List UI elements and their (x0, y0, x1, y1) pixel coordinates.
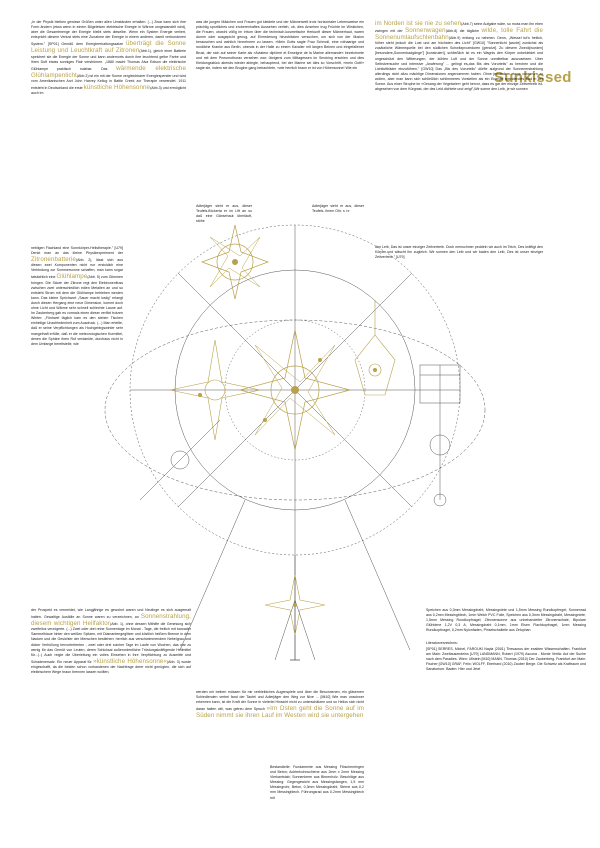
figure-ref: (Abb. 2) (75, 258, 92, 263)
body-text: entlang zu nehmen. Denn, „Wessel tut's freilich, höher steht jedoch die Lust und am höchsten des Licht" [GW10] "Sonnenlicht [wurde] zunächst als zusätzliche Wärmequelle bei den südlichen Schwitzprozeduren [genutzt]. Zu diesem Zweck[wurden] [besondere„Sonnenbadgänge"] [konstruiert], schließlich ist es ein Wagnis den Körper unbekleidet und ungeschützt den Witterungen, der kühlen Luft und der Sonne unmittelbar auszusetzen. Über Selbstversuche und intensive „Anaferung" ... gelingt es„das Bis des Vorurteils" zu brechen und die Lichtluftbäder einzuführen." [GW10] Das „Bis des Vorurteils" dürfte aufgrund der Sonnenerstrahlung allerdings nicht allzu mächtige Dimensionen angenommen haben. Ohne jemandem etwas vorwerfen zu wollen, aber man kann sich schließlich schlimmeres Vorstellen als ein Energie spendendes Bad in der Sonne. Aus einer Strophe im »Gesang der Vegetarier« geht hervor, dass es gar der einzige Zeitvertreib ist- abgesehen von dem Kürgrast, der des Leid dichtete und zeigt"„Wir sonne den Leib, je wir sonnen (375, 36, 543, 92)
figure-ref: (Abb. 3) (166, 659, 180, 664)
highlight-text: Sonnenwagen (405, 27, 446, 35)
highlight-text: Zitronenbatterie (31, 256, 76, 264)
figure-ref: (Abb.8) (445, 29, 458, 34)
figure-ref: (Abb.9) (448, 36, 461, 41)
figure-ref: (Abb. 5) (87, 275, 101, 280)
materials-text: Speichen aus 0,3mm Messingdraht, Messingniete und 1,5mm Messing Rundkopfregel; Sonnenrad aus 0,2mm Messingblech, 1mm Welch PVC Folie, Speichen aus 0,3mm Messingdraht, Messingniete, 1,5mm Messing Rundkopfnagel; Zitronensonne aus unbehandelter Zitronenschale, Bipolare Glühbirne 1,2V 0,3 A, Messingdraht 0,1mm, 1mm Elsen Flachkopfnagel, 1mm Messing Rundkopfnagel, 0,2mm Nylonfaden, Pinselschalteile aus Zelophan (426, 608, 586, 633)
body-text: seine Aufgabe wäre, so muss man ihn eben zwingen mit der (375, 22, 543, 34)
highlight-text: im Norden ist sie nie zu sehen (375, 20, 462, 27)
body-text: der Prospekt es vermeldet, wie Langjährige es gewohnt waren und Neulinge es sich ausgemalt hatten. Gewaltige Ausfälle an Sonne waren zu verzeichnen, an (31, 608, 191, 620)
body-text: wurde eingeschafft, da die beiden schon vorhandenen der Nachfrage derer nicht genügten, die sich auf elektrischem Wege braun brennen lassen wollten, (31, 659, 191, 675)
highlight-text: »Im Osten geht die Sonne auf im Süden nimmt sie ihren Lauf im Westen wird sie untergehen (196, 705, 365, 720)
body-text: „In der Physik bleiben gewisse Größen unter allen Umständen erhalten. (...) Zwar kann sich ihre Form ändern (etwa wenn in einem Bügeleisen elektrische Energie in Wärme umgewandelt wird), aber die Gesamtmenge der Energie bleibt stets dieselbe. Wenn ein System Energie verliert, entspricht diesem Verlust stets eine Zunahme der Energie in einem anderen, damit verbundenen System." [SP01] Gemäß dem Energieerhaltungssatze (31, 20, 186, 47)
figure-ref: (Abb.1) (139, 49, 152, 54)
body-text: und ermöglicht auch im (31, 86, 186, 96)
figure-ref: (Abb.7) (461, 22, 473, 26)
body-text: , lässt sich aus diesen zwei Komponenten nicht nur erstcidich eine Verbindung zur Sommersonne schaffen, man kann sogar tatsächlich eine (31, 258, 123, 280)
highlight-text: wilde, tolle Fahrt die Sonnenumlaufschlenbahn (375, 27, 543, 42)
materials-heading: Bestandteile: (270, 765, 291, 769)
body-text: Adlerjäger sieht er aus, dieser Teufels-flöckerta er im Lift an so daß eine Gänsehaut überläuft, stöhe (196, 204, 252, 224)
highlight-text: überträgt die Sonne Leistung und Leuchtkraft auf Zitronen (31, 40, 186, 55)
body-text: zum Glimmen bringen. Die Säure der Zitrone regt den Elektronenfluss zwischen zwei unterschiedlich edlen Metallen an und so entsteht Strom mit dem die Glühlampe betrieben werden kann. Das kleine Sprichwort „Sauer macht lustig" erlangt durch diesen Hergang eine neue Dimension, kommt doch ohne Licht und Wärme sehr schnell schlechte Laune auf. Im Zauberberg gab es vormals einen dieser verflixt trotzen Winter: „Fönhwel täglich kam es den sieben Tischen einheilige Unzufriedenheit zum Ausdruck. (...) Man erteilte, daß er seine Verpflichtungen als Hochgebirgswinter sehr mangelhaft erfülle, daß er die meteorologischen Kurmittel, denen die Sphäre ihren Ruf verdankte, durchaus nicht in dem Umfange bereitstelle, wie (31, 275, 123, 346)
body-text: den Leib, Das ist unser einziger Zeitvertreib. Doch menschmer peddeln wir auch im Teich, Des kräftigt den Körper und wäscht ihn zugleich. Wir sonnen den Leib und wir baden den Leib, Des ist unser einziger Zeitvertreib." [U79] (375, 245, 543, 260)
left-satellite-drawing (140, 420, 220, 500)
literature-heading: Literaturverzeichnis: (426, 641, 458, 646)
highlight-text: Sonnenstrahlung, diesem wichtigen Heilfaktor (31, 613, 191, 628)
body-text: nebligen Flachland eine Sonnkörper-Heilstherapie." [U79] Denkt man an das kleine Physikexperiment der (31, 246, 123, 256)
right-satellite-drawing (420, 365, 460, 506)
highlight-text: wärmende elektrische Glühlampenlicht (31, 64, 186, 79)
body-text: Adlerjäger sieht er aus, dieser Teufels- ihrem Ohr, s i e (312, 204, 364, 214)
body-text: werden mir beiben müssen für mir verbleibiches Augenspiele und über die Besonnenen, ein gläsernen Schiedlenden verbei fand der Taufel und Adlerjäger den Weg zur Nixe ... [Mt10] Wie man unschwer erkennen kann, ist die Kraft der Sonne in vielerlei Hinsicht nicht zu unterschätzen und so Helios sich nicht daran halten will, was getreu dem Spruch (196, 690, 364, 712)
literature-text: [SP01] SERRES, Michel, FAROUKI Nayla (2001) Thesaurus der exakten Wissenschaften. Frankfurt am Main: Zweitausendeins [U79] LANDMANN, Robert (1979) Ascona - Monte Verità: Auf der Suche nach dem Paradies. Wien: Ullstein [M10] MANN, Thomas (2010) Der Zauberberg. Frankfurt am Main: Fischer [GW10] GRAF, Felix; WOLFF, Eberhard (2010) Zauber Berge. Die Schweiz als Kraftraum und Sanatorium. Baden: Hier und Jetzt (426, 646, 586, 671)
body-text: was die jungen Mädchen und Frauen gut kleidete und der Männerwelt trotz horizontaler Lebensweise ein prächtig sportliches und eroberenhaftes Aussehen verlieh, ob, dies Ansehen trug Früchte im Winkichen, die Frauen, obwohl völlig im Irrtum über die technisch-kosmetische Herkunft dieser Männerhaut, waren dumm oder ausgepicht genug, auf Einrederung hinzublicken versuchen, um sich von der Illusion berauschen und wahlich hinnehmen zu lassen. »Mein Gotts sagte Frau Schmoll, eine rothaarige und rundliche Kranke aus Berlin, obends in der Halle zu einem Kavalier mit langen Beinen und eingefallener Brust, der sich auf seiner Karte als »Aviateur diplômé et Enseigne de la Marine allemande« bezeichnete und mit dem Pneumothorax versehen war; übrigens zum Mittagessen im Smoking erschien und dies Kleidungsstück abends wieder ablegte, behauptend, bei der Marine sei dies so Vorschrift, »mein Gott!« sagte sie, indem sie den Bruglne gang betrachtete, »wie herrlich braun er ist von Höhensonne! Wie ein (196, 20, 364, 70)
figure-ref: (Abb.2) (76, 73, 89, 78)
highlight-text: Glühlampe (56, 273, 88, 281)
page-title: Sunkissed (494, 69, 572, 86)
highlight-text: »künstliche Höhensonne« (93, 657, 167, 665)
right-lamp-drawing (355, 300, 395, 395)
figure-ref: (Abb. 1) (110, 622, 124, 627)
body-text: , gleich einer Batterie speichert sie die Energie der Sonne und kann andernorts durch ihre leuchtend gelbe Farbe und ihren Duft etwas sonniges Flair verströmen. „1880 macht Thomas Alva Edison die elektrische Glühlampe praktisch nutzbar. Das (31, 49, 186, 71)
body-text: die tägliche (457, 29, 480, 34)
highlight-text: künstliche Höhensonne (83, 84, 151, 92)
body-text: ist ein mit der Sonne vergleichbarer Energiespender und wird vom Amerikanischen Arzt John Harvey Kellog in Battle Creek zur Therapie verwendet. 1911 entsteht in Deutschland die erste (31, 73, 186, 91)
materials-text: Fundamente aus Messing Flöschenringen und Beton; Achterbohnschiene aus 2mm x 2mm Messing Vierkantstab; Sonnenkerm aus Birnenholz. Beschläge aus Messing: Gegengewicht aus Messingstangen, 1,5 mm Messingrohr, Beton, 0,3mm Messingdraht, Sterne aus 0,2 mm Messingblech. Führungsrad aus 0,2mm Messingblech mit (270, 765, 364, 800)
body-text: , ohne dessen Mithilfe die Genesung sich zweifellos verzögerte. (...) Zwei oder drei reine Sonnentage im Monat - Tage, die freilich mit baroader Sammelblaue hinter den weißen Spitzen, mit Diamantengeglitzer und köstlich heißem Brenne in dem Nacken und die Gesichter der Menschen bestiehen: herrlich aus verschwimmendem Nebelgrau und dicker Verhüllung hervortretenten - zwei oder drei solcher Tage im Laufe von Wochen, das war zu wenig für das Gemüt von Leuten, deren Schicksal außerordentliche Tröstungskräftigende Heilmittel für...(..) Auch reigte die Überleitung ein volles Einsehen in ihre Verpflichtung zu Ausmitte und Schadenersatz. Ein neuer Apparat für (31, 622, 191, 664)
figure-ref: (Abb.3) (150, 86, 162, 91)
